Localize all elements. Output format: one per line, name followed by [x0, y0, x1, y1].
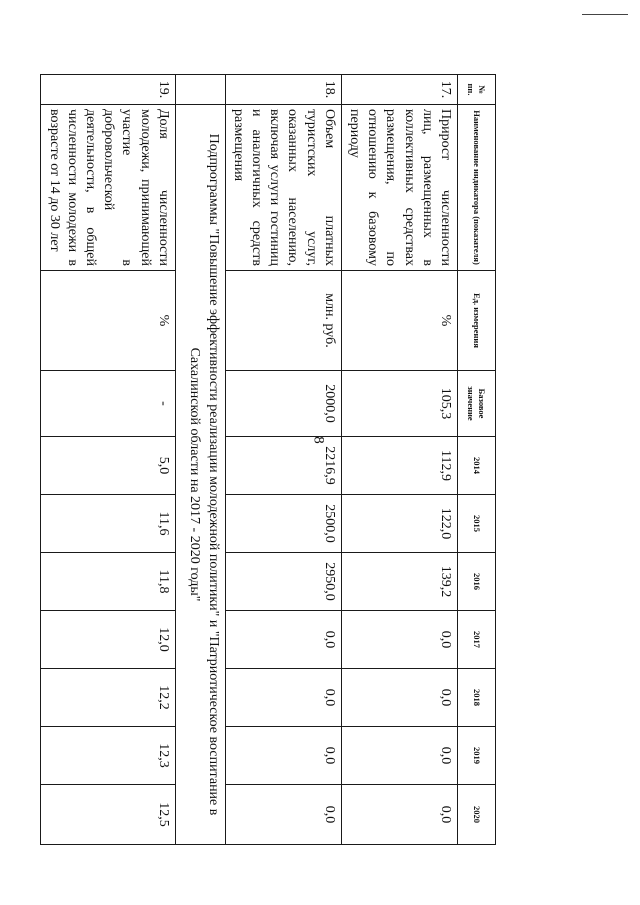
row-19-num: 19. — [41, 75, 175, 105]
row-17-2020: 0,0 — [341, 785, 457, 845]
row-17-name: Прирост численности лиц, размещенных в коллективных средствах размещения, по отношению к базовому периоду — [341, 105, 457, 271]
header-year-2018: 2018 — [458, 669, 496, 727]
table-row-18 — [225, 75, 341, 845]
table-header-row — [458, 75, 496, 845]
header-year-2016: 2016 — [458, 553, 496, 611]
row-19-2017: 12,0 — [41, 611, 175, 669]
subprogram-row — [175, 75, 225, 845]
header-year-2019: 2019 — [458, 727, 496, 785]
row-17-base: 105,3 — [341, 371, 457, 437]
row-18-name: Объем платных туристских услуг, оказанных населению, включая услуги гостиниц и аналогичных средств размещения — [225, 105, 341, 271]
indicators-table — [40, 74, 496, 845]
table-row-17 — [341, 75, 457, 845]
page-number: 8 — [310, 436, 327, 444]
row-17-2014: 112,9 — [341, 437, 457, 495]
row-18-num: 18. — [225, 75, 341, 105]
row-17-num: 17. — [341, 75, 457, 105]
row-18-base: 2000,0 — [225, 371, 341, 437]
header-unit: Ед. измерения — [458, 271, 496, 371]
row-18-2019: 0,0 — [225, 727, 341, 785]
row-19-2015: 11,6 — [41, 495, 175, 553]
row-18-2015: 2500,0 — [225, 495, 341, 553]
row-19-2019: 12,3 — [41, 727, 175, 785]
row-18-unit: млн. руб. — [225, 271, 341, 371]
rotated-table-frame — [46, 74, 496, 844]
row-17-2018: 0,0 — [341, 669, 457, 727]
row-18-2017: 0,0 — [225, 611, 341, 669]
row-19-2020: 12,5 — [41, 785, 175, 845]
row-17-unit: % — [341, 271, 457, 371]
row-19-name: Доля численности молодежи, принимающей участие в добровольческой деятельности, в общей численности молодежи в возрасте от 14 до 30 лет — [41, 105, 175, 271]
row-17-2019: 0,0 — [341, 727, 457, 785]
header-year-2020: 2020 — [458, 785, 496, 845]
row-18-2014: 2216,9 — [225, 437, 341, 495]
row-19-base: - — [41, 371, 175, 437]
subprogram-title: Подпрограммы "Повышение эффективности реализации молодежной политики" и "Патриотическое воспитание в Сахалинской области на 2017 - 2020 годы" — [175, 105, 225, 845]
row-19-2018: 12,2 — [41, 669, 175, 727]
header-name: Наименование индикатора (показателя) — [458, 105, 496, 271]
row-17-2015: 122,0 — [341, 495, 457, 553]
header-year-2017: 2017 — [458, 611, 496, 669]
top-corner-rule — [582, 14, 628, 15]
header-num: № пп. — [458, 75, 496, 105]
subprogram-num-cell — [175, 75, 225, 105]
header-base: Базовое значение — [458, 371, 496, 437]
row-19-2014: 5,0 — [41, 437, 175, 495]
row-19-2016: 11,8 — [41, 553, 175, 611]
row-19-unit: % — [41, 271, 175, 371]
row-18-2018: 0,0 — [225, 669, 341, 727]
row-18-2020: 0,0 — [225, 785, 341, 845]
row-17-2016: 139,2 — [341, 553, 457, 611]
header-year-2015: 2015 — [458, 495, 496, 553]
header-year-2014: 2014 — [458, 437, 496, 495]
table-row-19 — [41, 75, 175, 845]
rotated-table-wrapper — [46, 74, 496, 844]
row-18-2016: 2950,0 — [225, 553, 341, 611]
row-17-2017: 0,0 — [341, 611, 457, 669]
